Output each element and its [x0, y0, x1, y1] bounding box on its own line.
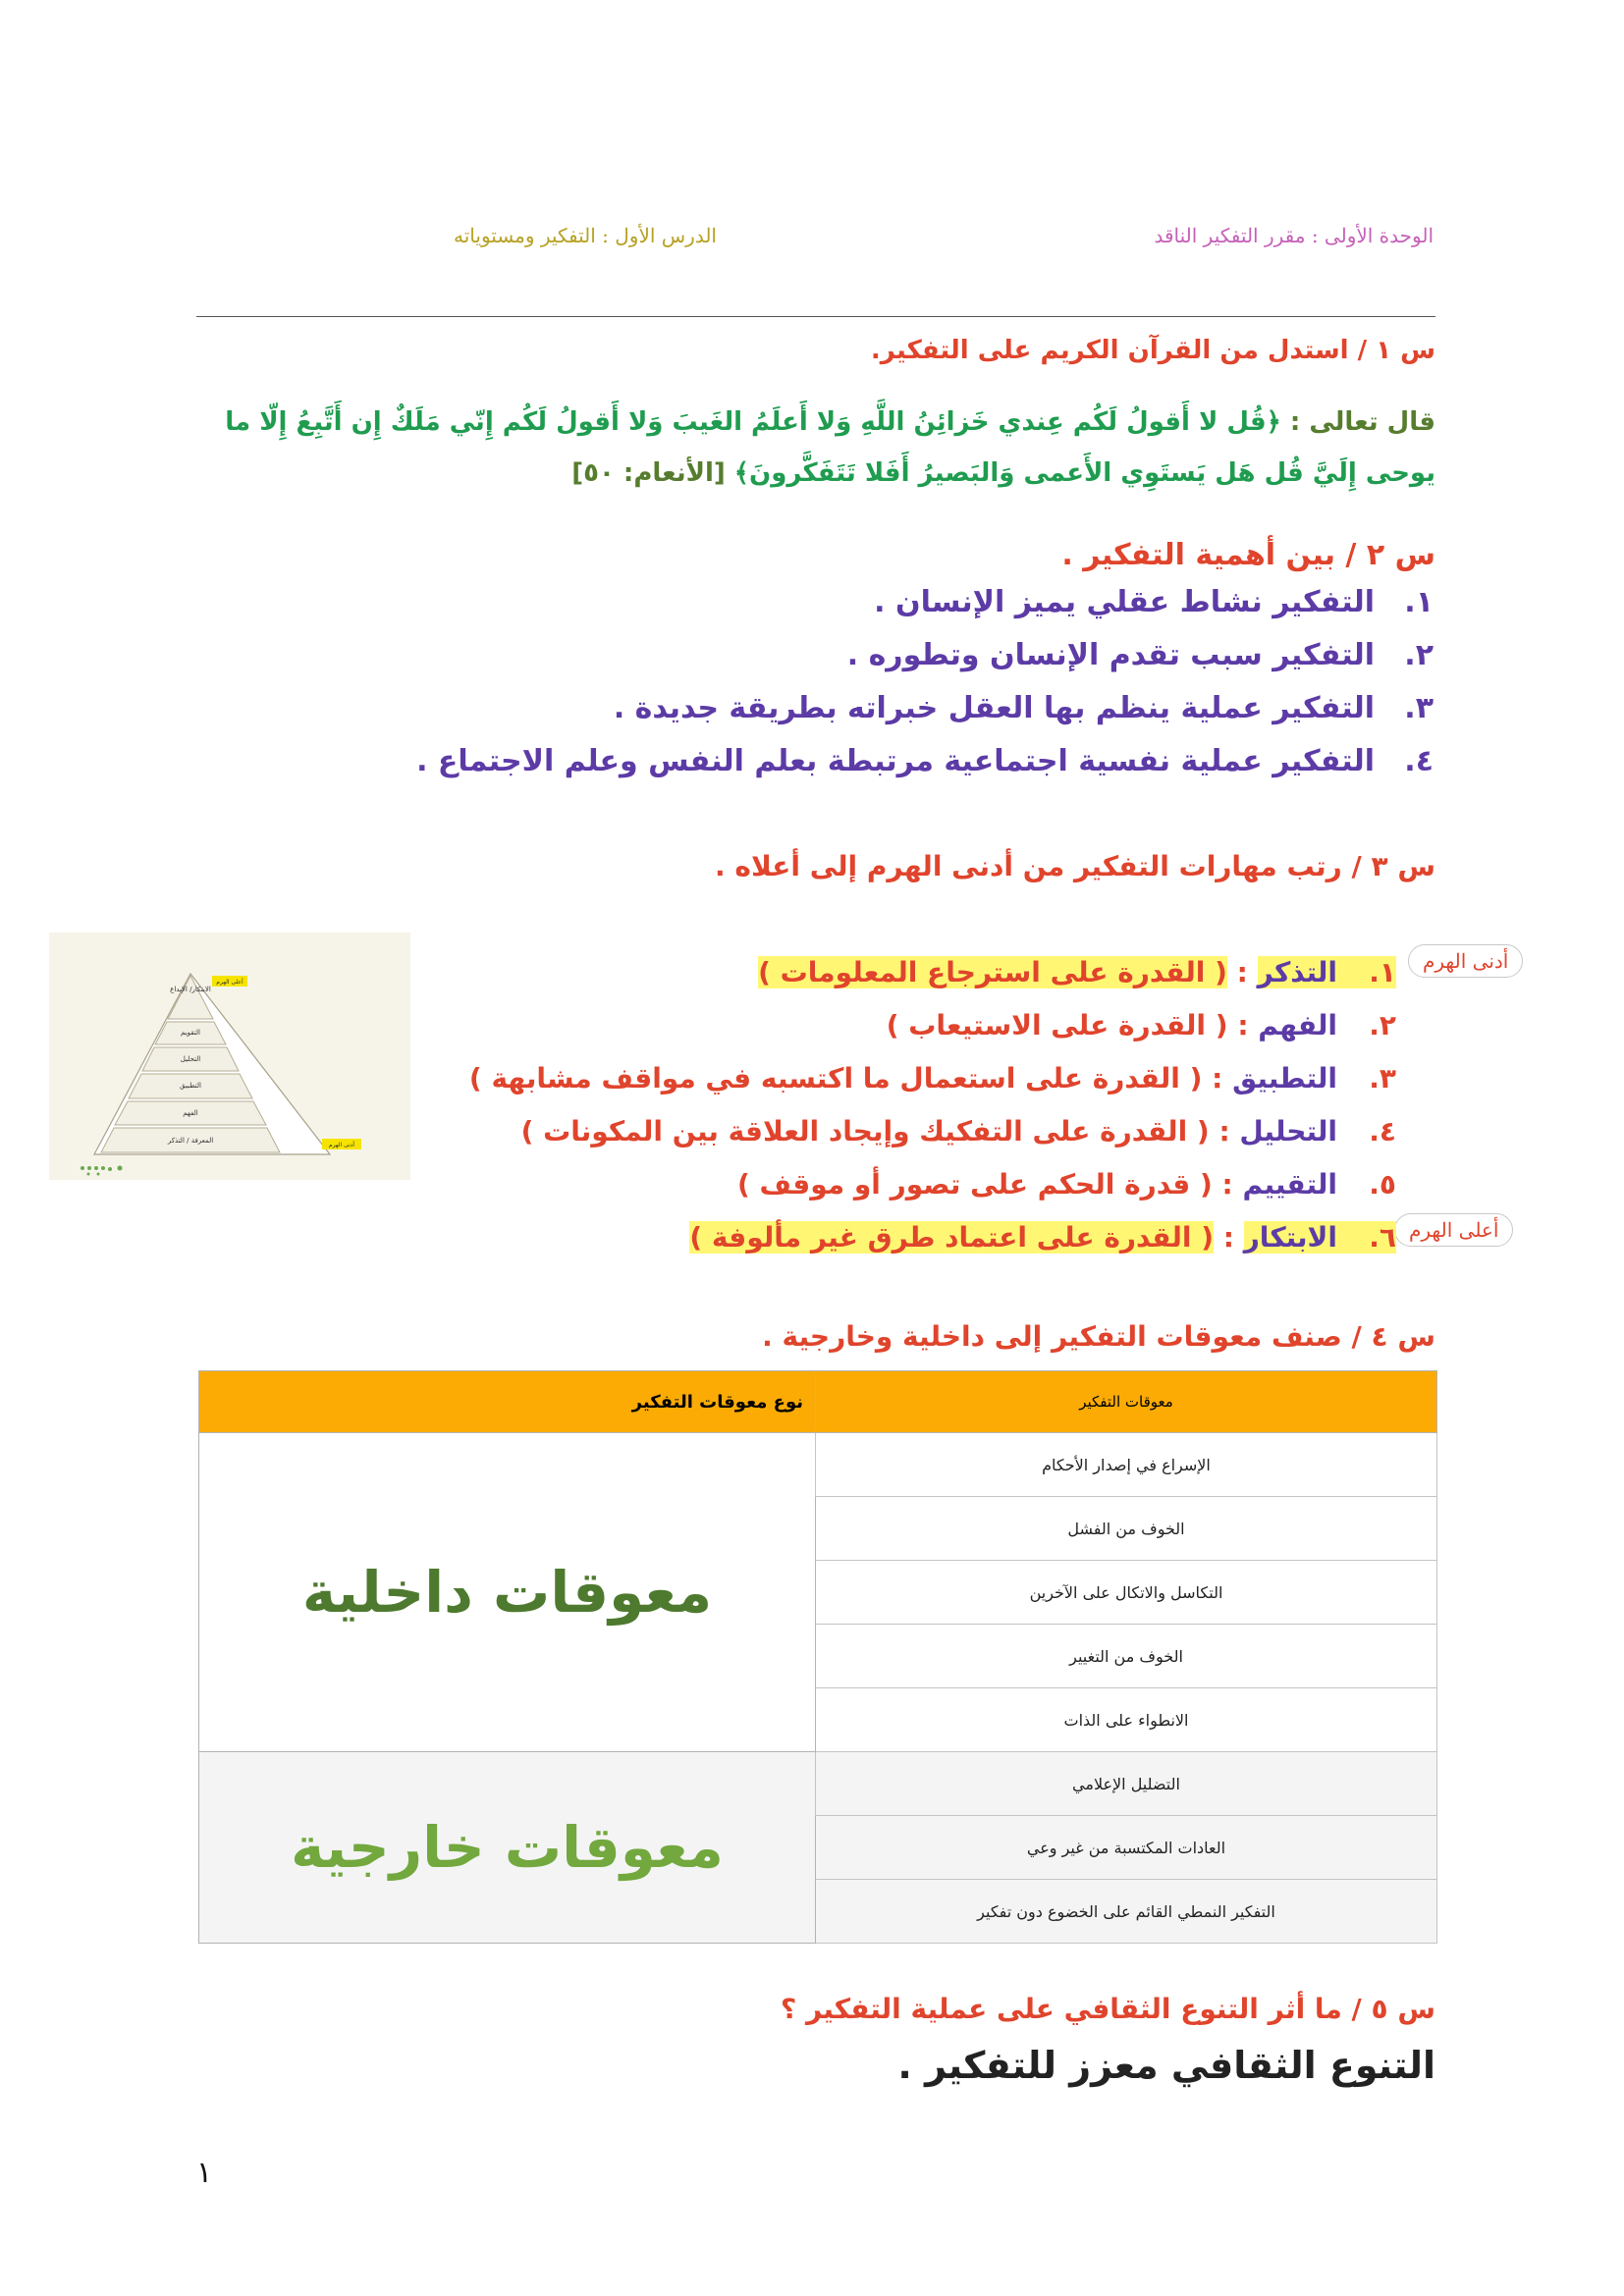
skill-number: ٤.: [1369, 1115, 1396, 1148]
item-text: التفكير نشاط عقلي يميز الإنسان .: [874, 585, 1375, 619]
question-2: س ٢ / بين أهمية التفكير .: [1061, 538, 1435, 572]
pyramid-level-4: التطبيق: [180, 1082, 201, 1090]
pyramid-bottom-tag: أدنى الهرم: [328, 1142, 355, 1148]
skill-sep: :: [1213, 1221, 1244, 1254]
item-number: ١.: [1404, 585, 1434, 619]
table-row: [199, 1433, 1437, 1497]
skill-sep: :: [1212, 1168, 1243, 1201]
item-number: ٤.: [1404, 744, 1434, 778]
verse-intro: قال تعالى :: [1280, 407, 1435, 437]
importance-item-2: [187, 638, 1434, 672]
unit-title: الوحدة الأولى : مقرر التفكير الناقد: [1154, 224, 1434, 247]
importance-item-4: [187, 744, 1434, 778]
item-number: ٢.: [1404, 638, 1434, 672]
importance-item-1: [187, 585, 1434, 619]
skill-sep: :: [1209, 1115, 1240, 1148]
obstacle-cell: التضليل الإعلامي: [816, 1752, 1437, 1816]
skill-desc: ( القدرة على الاستيعاب ): [886, 1009, 1228, 1041]
obstacle-cell: الانطواء على الذات: [816, 1688, 1437, 1752]
item-text: التفكير عملية نفسية اجتماعية مرتبطة بعلم النفس وعلم الاجتماع .: [416, 744, 1375, 778]
skill-name: التقييم: [1242, 1168, 1337, 1201]
pyramid-bottom-label: أدنى الهرم: [1408, 944, 1523, 978]
pyramid-level-6: المعرفة / التذكر: [167, 1137, 214, 1145]
obstacle-cell: الإسراع في إصدار الأحكام: [816, 1433, 1437, 1497]
col-obstacles-header: معوقات التفكير: [816, 1371, 1437, 1433]
skill-name: التحليل: [1239, 1115, 1337, 1148]
skill-desc: ( قدرة الحكم على تصور أو موقف ): [737, 1168, 1213, 1201]
skill-desc: ( القدرة على استعمال ما اكتسبه في مواقف مشابهة ): [468, 1062, 1203, 1095]
internal-obstacles-label: معوقات داخلية: [199, 1433, 816, 1752]
header-divider: [196, 316, 1435, 317]
skill-number: ٢.: [1369, 1009, 1396, 1041]
skill-number: ١.: [1337, 956, 1396, 988]
item-text: التفكير عملية ينظم بها العقل خبراته بطريقة جديدة .: [613, 691, 1375, 725]
skill-name: التذكر: [1257, 956, 1337, 988]
skill-item-2: [887, 1009, 1396, 1041]
table-header-row: [199, 1371, 1437, 1433]
importance-item-3: [187, 691, 1434, 725]
lesson-title: الدرس الأول : التفكير ومستوياته: [454, 224, 717, 247]
skill-item-6: [689, 1221, 1396, 1254]
item-number: ٣.: [1404, 691, 1434, 725]
skill-sep: :: [1226, 956, 1258, 988]
col-type-header: نوع معوقات التفكير: [199, 1371, 816, 1433]
question-1: س ١ / استدل من القرآن الكريم على التفكير.: [870, 336, 1435, 365]
skill-number: ٣.: [1369, 1062, 1396, 1095]
skill-item-5: [737, 1168, 1396, 1201]
verse-block: [184, 397, 1435, 499]
question-4: س ٤ / صنف معوقات التفكير إلى داخلية وخارجية .: [762, 1320, 1435, 1353]
pyramid-level-1: الابتكار/ الإبداع: [170, 986, 211, 993]
skill-name: التطبيق: [1232, 1062, 1337, 1095]
pyramid-top-tag: أعلى الهرم: [216, 979, 244, 986]
skill-item-4: [521, 1115, 1396, 1148]
skill-desc: ( القدرة على استرجاع المعلومات ): [758, 956, 1227, 988]
pyramid-level-2: التقويم: [181, 1029, 200, 1037]
skill-sep: :: [1227, 1009, 1259, 1041]
skill-item-1: [758, 956, 1396, 988]
skill-number: ٥.: [1369, 1168, 1396, 1201]
obstacle-cell: التفكير النمطي القائم على الخضوع دون تفكير: [816, 1880, 1437, 1944]
obstacle-cell: العادات المكتسبة من غير وعي: [816, 1816, 1437, 1880]
skill-number: ٦.: [1337, 1221, 1396, 1254]
pyramid-image: [49, 933, 410, 1180]
external-obstacles-label: معوقات خارجية: [199, 1752, 816, 1944]
quran-verse: ﴿قُل لا أَقولُ لَكُم عِندي خَزائِنُ اللَّهِ وَلا أَعلَمُ الغَيبَ وَلا أَقولُ لَكُم إِنّي مَلَكٌ إِن أَتَّبِعُ إِلّا ما يوحى إِلَيَّ قُل هَل يَستَوِي الأَعمى وَالبَصيرُ أَفَلا تَتَفَكَّرونَ﴾: [225, 407, 1435, 488]
table-row: [199, 1752, 1437, 1816]
skill-name: الابتكار: [1243, 1221, 1337, 1254]
pyramid-top-label: أعلى الهرم: [1394, 1213, 1513, 1247]
skill-desc: ( القدرة على اعتماد طرق غير مألوفة ): [689, 1221, 1214, 1254]
answer-5: التنوع الثقافي معزز للتفكير .: [897, 2044, 1435, 2087]
skill-sep: :: [1202, 1062, 1233, 1095]
pyramid-logo-dots: [81, 1166, 123, 1176]
skill-item-3: [469, 1062, 1396, 1095]
obstacle-cell: التكاسل والاتكال على الآخرين: [816, 1561, 1437, 1625]
pyramid-level-5: الفهم: [183, 1109, 198, 1117]
verse-reference: [الأنعام: ٥٠]: [571, 458, 734, 488]
obstacle-cell: الخوف من الفشل: [816, 1497, 1437, 1561]
skill-name: الفهم: [1258, 1009, 1337, 1041]
question-3: س ٣ / رتب مهارات التفكير من أدنى الهرم إلى أعلاه .: [715, 850, 1435, 882]
obstacles-table: [198, 1370, 1437, 1944]
skill-desc: ( القدرة على التفكيك وإيجاد العلاقة بين المكونات ): [520, 1115, 1210, 1148]
question-5: س ٥ / ما أثر التنوع الثقافي على عملية التفكير ؟: [780, 1993, 1435, 2025]
obstacle-cell: الخوف من التغيير: [816, 1625, 1437, 1688]
item-text: التفكير سبب تقدم الإنسان وتطوره .: [846, 638, 1375, 672]
pyramid-level-3: التحليل: [180, 1055, 201, 1063]
page-number: ١: [196, 2156, 213, 2190]
